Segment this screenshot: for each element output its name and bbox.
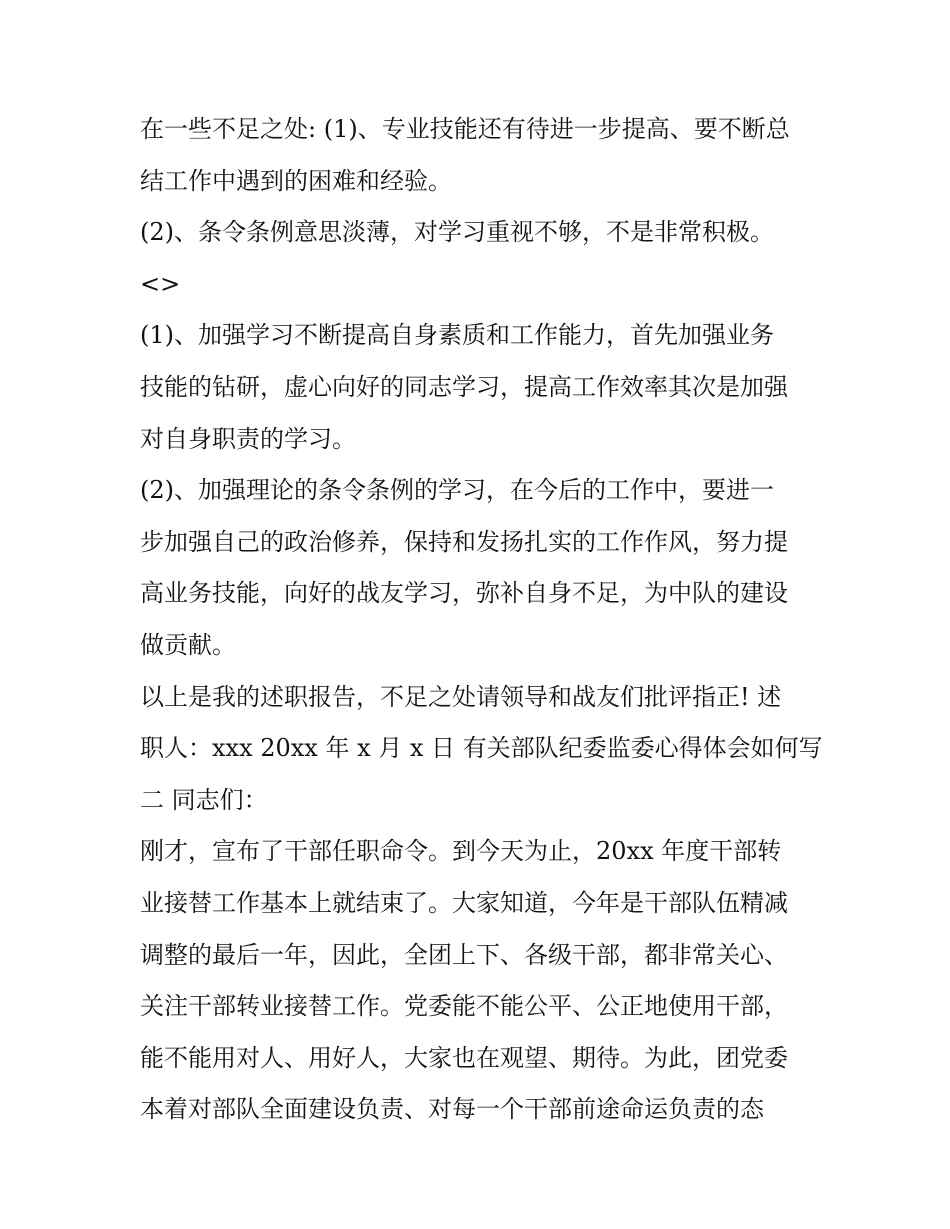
text-line-4: <> [140, 269, 181, 298]
text-line-13: 职人：xxx 20xx 年 x 月 x 日 有关部队纪委监委心得体会如何写 [140, 734, 823, 763]
text-line-10: 高业务技能，向好的战友学习，弥补自身不足，为中队的建设 [140, 579, 788, 608]
text-line-14: 二 同志们： [140, 785, 268, 814]
text-line-3: (2)、条令条例意思淡薄，对学习重视不够，不是非常积极。 [140, 218, 774, 247]
text-line-16: 业接替工作基本上就结束了。大家知道，今年是干部队伍精减 [140, 888, 788, 917]
text-line-8: (2)、加强理论的条令条例的学习，在今后的工作中，要进一 [140, 476, 774, 505]
text-line-7: 对自身职责的学习。 [140, 424, 356, 453]
text-line-9: 步加强自己的政治修养，保持和发扬扎实的工作作风，努力提 [140, 527, 788, 556]
text-line-11: 做贡献。 [140, 630, 236, 659]
document-body [140, 104, 823, 1136]
text-line-6: 技能的钻研，虚心向好的同志学习，提高工作效率其次是加强 [140, 372, 788, 401]
text-line-20: 本着对部队全面建设负责、对每一个干部前途命运负责的态 [140, 1095, 764, 1124]
text-line-18: 关注干部转业接替工作。党委能不能公平、公正地使用干部， [140, 992, 788, 1021]
text-line-15: 刚才，宣布了干部任职命令。到今天为止，20xx 年度干部转 [140, 837, 782, 866]
text-line-5: (1)、加强学习不断提高自身素质和工作能力，首先加强业务 [140, 321, 774, 350]
text-line-19: 能不能用对人、用好人，大家也在观望、期待。为此，团党委 [140, 1043, 788, 1072]
text-line-1: 在一些不足之处: (1)、专业技能还有待进一步提高、要不断总 [140, 115, 790, 143]
text-line-12: 以上是我的述职报告，不足之处请领导和战友们批评指正! 述 [140, 682, 782, 711]
text-line-17: 调整的最后一年，因此，全团上下、各级干部，都非常关心、 [140, 940, 788, 969]
text-line-2: 结工作中遇到的困难和经验。 [140, 166, 452, 195]
